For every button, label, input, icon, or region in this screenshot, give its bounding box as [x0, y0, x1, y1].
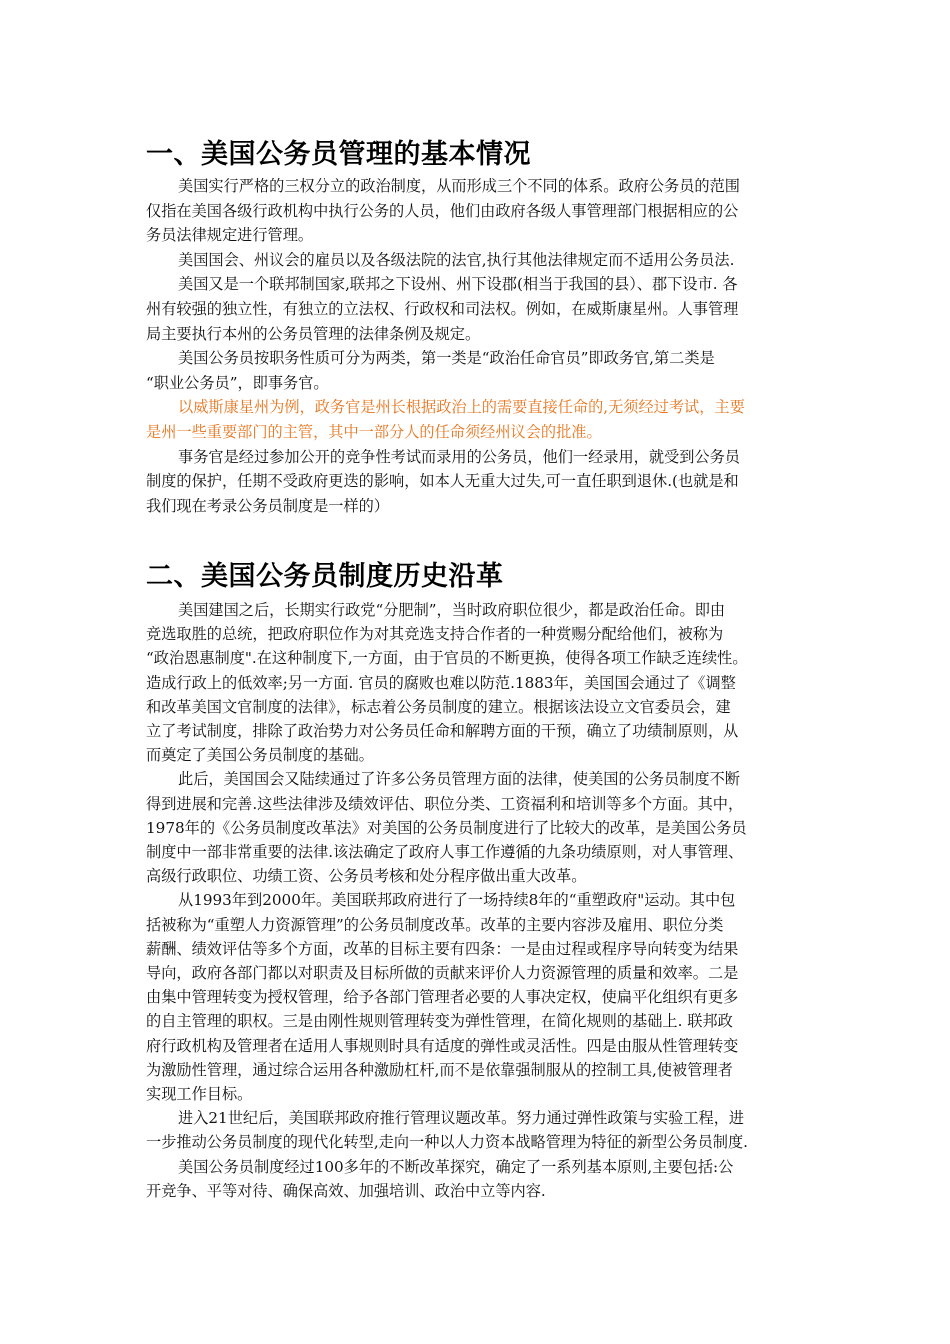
- body-text-line: 而奠定了美国公务员制度的基础。: [146, 746, 374, 765]
- body-text-line: 高级行政职位、功绩工资、公务员考核和处分程序做出重大改革。: [146, 867, 587, 886]
- body-text-line: 的自主管理的职权。三是由刚性规则管理转变为弹性管理，在简化规则的基础上. 联邦政: [146, 1012, 733, 1031]
- body-text-line: 制度的保护，任期不受政府更迭的影响，如本人无重大过失,可一直任职到退休.(也就是和: [146, 472, 739, 491]
- body-text-line: 和改革美国文官制度的法律》，标志着公务员制度的建立。根据该法设立文官委员会，建: [146, 697, 731, 716]
- body-text-line: 括被称为“重塑人力资源管理”的公务员制度改革。改革的主要内容涉及雇用、职位分类: [146, 915, 724, 934]
- body-text-line: 府行政机构及管理者在适用人事规则时具有适度的弹性或灵活性。四是由服从性管理转变: [146, 1036, 739, 1055]
- body-text-line: 造成行政上的低效率;另一方面. 官员的腐败也难以防范.1883年，美国国会通过了《调整: [146, 673, 736, 692]
- body-text-line: 开竞争、平等对待、确保高效、加强培训、政治中立等内容.: [146, 1181, 546, 1200]
- body-text-line: 实现工作目标。: [146, 1085, 253, 1103]
- body-text-line: 美国又是一个联邦制国家,联邦之下设州、州下设郡(相当于我国的县）、郡下设市. 各: [178, 275, 738, 294]
- body-text-line: 美国公务员按职务性质可分为两类，第一类是“政治任命官员”即政务官,第二类是: [178, 349, 715, 368]
- body-text-line: 1978年的《公务员制度改革法》对美国的公务员制度进行了比较大的改革，是美国公务员: [146, 818, 747, 837]
- body-text-line: 美国实行严格的三权分立的政治制度，从而形成三个不同的体系。政府公务员的范围: [178, 177, 740, 195]
- body-text-line: 得到进展和完善.这些法律涉及绩效评估、职位分类、工资福利和培训等多个方面。其中，: [146, 794, 744, 813]
- body-text-line: 此后，美国国会又陆续通过了许多公务员管理方面的法律，使美国的公务员制度不断: [178, 770, 740, 789]
- body-text-line: 美国国会、州议会的雇员以及各级法院的法官,执行其他法律规定而不适用公务员法.: [178, 250, 735, 269]
- body-text-line: 导向，政府各部门都以对职责及目标所做的贡献来评价人力资源管理的质量和效率。二是: [146, 964, 739, 982]
- section-2-heading: 二、美国公务员制度历史沿革: [146, 561, 504, 592]
- body-text-line: “职业公务员”，即事务官。: [146, 373, 329, 392]
- body-text-line: 薪酬、绩效评估等多个方面，改革的目标主要有四条：一是由过程或程序导向转变为结果: [146, 939, 739, 958]
- body-text-line: 制度中一部非常重要的法律.该法确定了政府人事工作遵循的九条功绩原则，对人事管理、: [146, 843, 744, 861]
- body-text-line: 美国公务员制度经过100多年的不断改革探究，确定了一系列基本原则,主要包括:公: [178, 1157, 734, 1176]
- body-text-line: 以威斯康星州为例，政务官是州长根据政治上的需要直接任命的,无须经过考试，主要: [178, 398, 745, 417]
- body-text-line: 务员法律规定进行管理。: [146, 226, 314, 245]
- body-text-line: 州有较强的独立性，有独立的立法权、行政权和司法权。例如，在威斯康星州。人事管理: [146, 300, 739, 318]
- body-text-line: 是州一些重要部门的主管，其中一部分人的任命须经州议会的批准。: [146, 423, 602, 441]
- body-text-line: 为激励性管理，通过综合运用各种激励杠杆,而不是依靠强制服从的控制工具,使被管理者: [146, 1060, 733, 1079]
- body-text-line: “政治恩惠制度".在这种制度下,一方面，由于官员的不断更换，使得各项工作缺乏连续性。: [146, 649, 748, 668]
- body-text-line: 一步推动公务员制度的现代化转型,走向一种以人力资本战略管理为特征的新型公务员制度.: [146, 1133, 748, 1152]
- section-1-heading: 一、美国公务员管理的基本情况: [146, 139, 531, 170]
- body-text-line: 立了考试制度，排除了政治势力对公务员任命和解聘方面的干预，确立了功绩制原则，从: [146, 722, 739, 740]
- body-text-line: 局主要执行本州的公务员管理的法律条例及规定。: [146, 324, 481, 343]
- body-text-line: 美国建国之后，长期实行政党“分肥制”，当时政府职位很少，都是政治任命。即由: [178, 601, 726, 619]
- body-text-line: 事务官是经过参加公开的竞争性考试而录用的公务员，他们一经录用，就受到公务员: [178, 447, 740, 466]
- body-text-line: 竞选取胜的总统，把政府职位作为对其竞选支持合作者的一种赏赐分配给他们，被称为: [146, 625, 724, 644]
- body-text-line: 由集中管理转变为授权管理，给予各部门管理者必要的人事决定权，使扁平化组织有更多: [146, 988, 739, 1007]
- body-text-line: 进入21世纪后，美国联邦政府推行管理议题改革。努力通过弹性政策与实验工程，进: [178, 1109, 745, 1128]
- body-text-line: 从1993年到2000年。美国联邦政府进行了一场持续8年的“重塑政府"运动。其中包: [178, 891, 736, 910]
- body-text-line: 仅指在美国各级行政机构中执行公务的人员，他们由政府各级人事管理部门根据相应的公: [146, 201, 739, 220]
- body-text-line: 我们现在考录公务员制度是一样的）: [146, 496, 389, 515]
